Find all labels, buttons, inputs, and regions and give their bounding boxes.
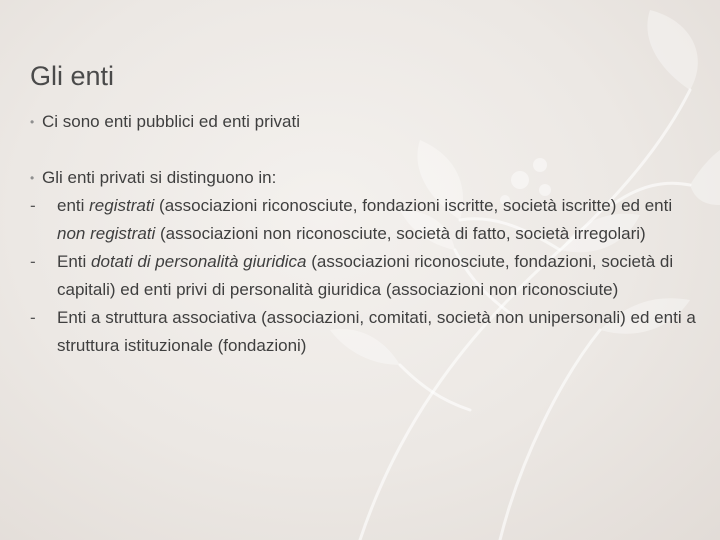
sub-item-emphasis: registrati: [89, 196, 155, 215]
sub-item-legal-personality: [30, 248, 700, 304]
bullet-item: [30, 164, 700, 192]
sub-item-text: (associazioni non riconosciute, società di fatto, società irregolari): [155, 224, 646, 243]
slide-title: Gli enti: [30, 61, 115, 91]
bullet-text: Gli enti privati si distinguono in:: [42, 168, 277, 187]
sub-item-emphasis: dotati di personalità giuridica: [91, 252, 307, 271]
bullet-marker: •: [30, 115, 35, 129]
bullet-item: [30, 108, 700, 136]
dash-marker: -: [30, 196, 36, 215]
dash-marker: -: [30, 308, 36, 327]
dash-marker: -: [30, 252, 36, 271]
sub-item-structure: [30, 304, 700, 360]
sub-item-text: enti: [57, 196, 90, 215]
sub-item-emphasis: non registrati: [57, 224, 156, 243]
sub-item-registered: [30, 192, 700, 248]
bullet-marker: •: [30, 171, 35, 185]
sub-item-text: Enti: [57, 252, 92, 271]
sub-item-text: (associazioni riconosciute, fondazioni, società di capitali) ed enti privi di personalità giuridica (associazioni non riconosciute): [57, 252, 674, 299]
slide-body: [30, 108, 700, 360]
sub-item-text: (associazioni riconosciute, fondazioni iscritte, società iscritte) ed enti: [154, 196, 673, 215]
sub-item-text: Enti a struttura associativa (associazioni, comitati, società non unipersonali) ed enti a struttura istituzionale (fondazioni): [57, 308, 696, 355]
bullet-text: Ci sono enti pubblici ed enti privati: [42, 112, 300, 131]
